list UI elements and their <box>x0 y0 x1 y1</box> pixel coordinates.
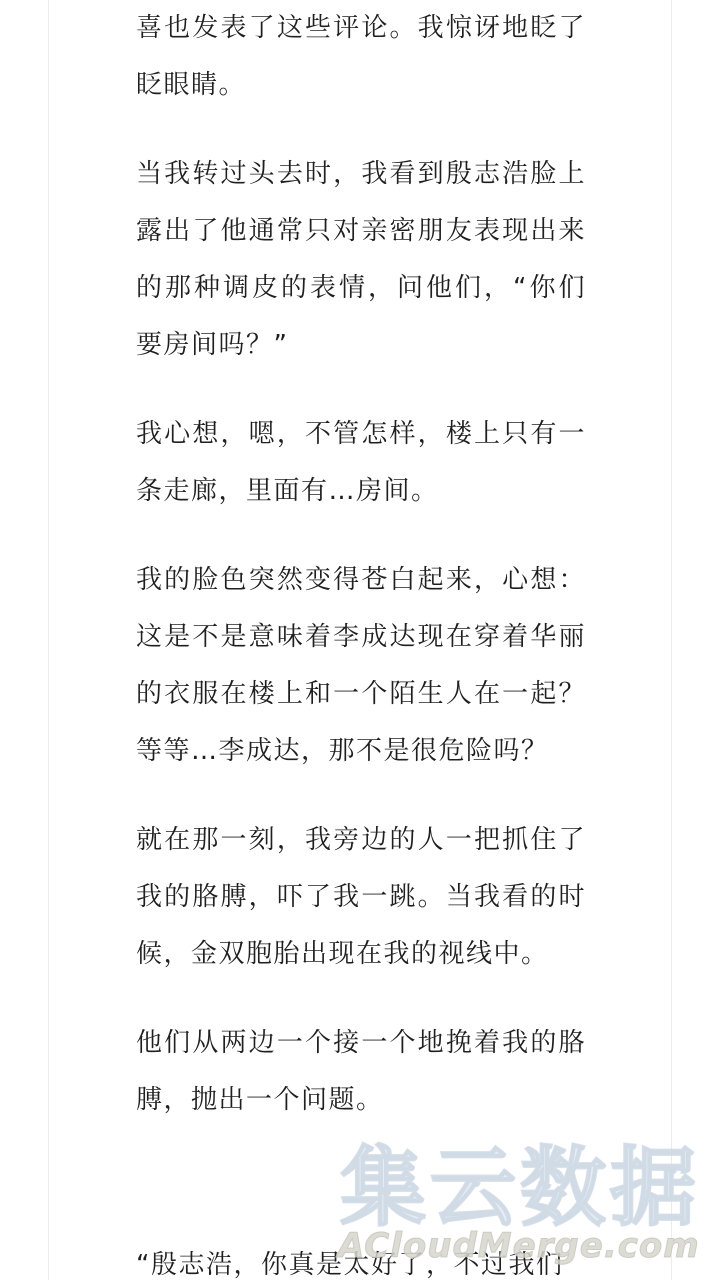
watermark-en-text: ACloudMerge.com <box>338 1226 700 1266</box>
paragraph-7-partial: “殷志浩，你真是太好了，不过我们 <box>136 1250 564 1280</box>
paragraph-5: 就在那一刻，我旁边的人一把抓住了我的胳膊，吓了我一跳。当我看的时候，金双胞胎出现在我的视线中。 <box>136 825 586 969</box>
paragraph-6: 他们从两边一个接一个地挽着我的胳膊，抛出一个问题。 <box>136 1028 586 1115</box>
paragraph-2: 当我转过头去时，我看到殷志浩脸上露出了他通常只对亲密朋友表现出来的那种调皮的表情，问他们，“你们要房间吗？” <box>136 159 586 360</box>
paragraph-3: 我心想，嗯，不管怎样，楼上只有一条走廊，里面有…房间。 <box>136 419 586 506</box>
paragraph-1: 喜也发表了这些评论。我惊讶地眨了眨眼睛。 <box>136 13 586 100</box>
paragraph-4: 我的脸色突然变得苍白起来，心想：这是不是意味着李成达现在穿着华丽的衣服在楼上和一个陌生人在一起？等等…李成达，那不是很危险吗？ <box>136 565 586 766</box>
watermark-cn-text: 集云数据 <box>340 1138 700 1238</box>
